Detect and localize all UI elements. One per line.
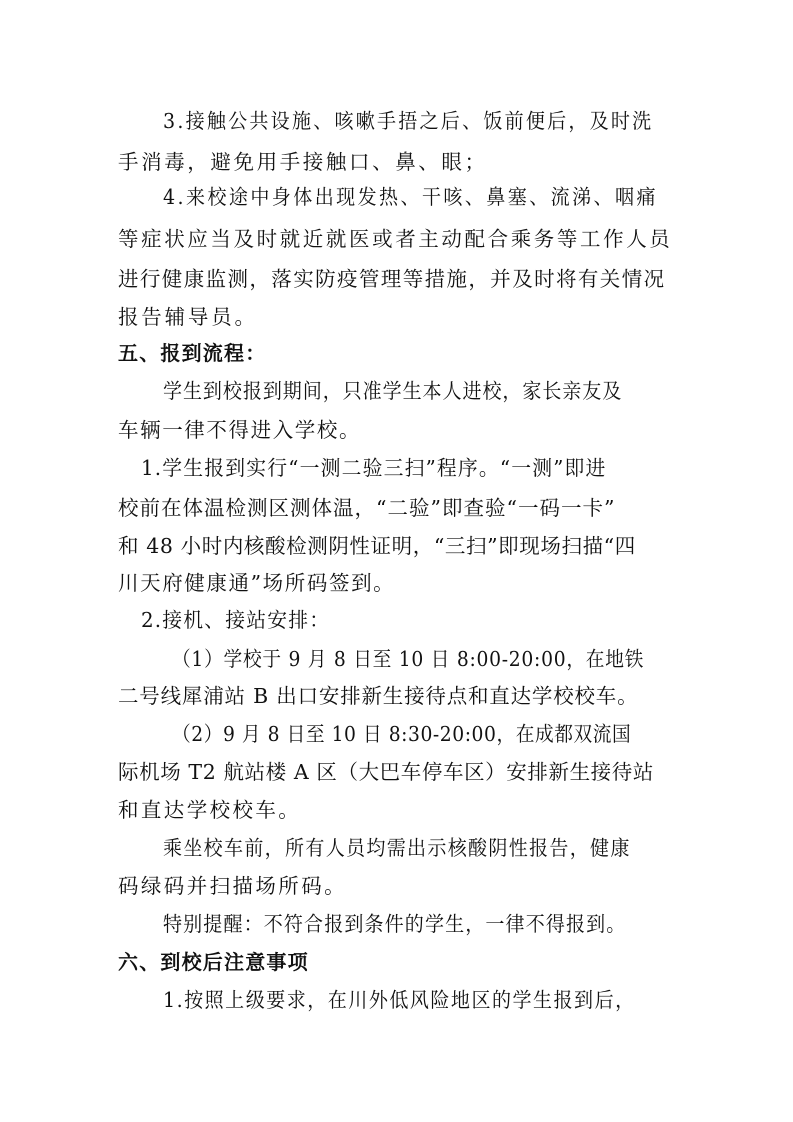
paragraph-line: 车辆一律不得进入学校。 — [118, 418, 362, 442]
paragraph-line: 码绿码并扫描场所码。 — [118, 874, 347, 898]
paragraph-line: 和 48 小时内核酸检测阴性证明，“三扫”即现场扫描“四 — [118, 534, 636, 558]
paragraph-line: 等症状应当及时就近就医或者主动配合乘务等工作人员 — [118, 227, 673, 251]
paragraph-line: 乘坐校车前，所有人员均需出示核酸阴性报告，健康 — [163, 836, 631, 860]
paragraph-line: 校前在体温检测区测体温，“二验”即查验“一码一卡” — [118, 496, 616, 520]
paragraph-line: 学生到校报到期间，只准学生本人进校，家长亲友及 — [163, 379, 623, 403]
paragraph-line: （2）9 月 8 日至 10 日 8:30-20:00，在成都双流国 — [172, 722, 632, 746]
paragraph-line: 4.来校途中身体出现发热、干咳、鼻塞、流涕、咽痛 — [163, 185, 658, 209]
paragraph-line: （1）学校于 9 月 8 日至 10 日 8:00-20:00，在地铁 — [172, 647, 645, 671]
paragraph-line: 2.接机、接站安排： — [141, 608, 331, 632]
paragraph-line: 1.按照上级要求，在川外低风险地区的学生报到后， — [163, 988, 636, 1012]
paragraph-line: 手消毒，避免用手接触口、鼻、眼； — [118, 150, 488, 174]
section-heading: 六、到校后注意事项 — [118, 950, 309, 974]
paragraph-line: 特别提醒：不符合报到条件的学生，一律不得报到。 — [163, 912, 627, 936]
section-heading: 五、报到流程： — [118, 341, 267, 365]
paragraph-line: 际机场 T2 航站楼 A 区（大巴车停车区）安排新生接待站 — [118, 760, 654, 784]
paragraph-line: 3.接触公共设施、咳嗽手捂之后、饭前便后，及时洗 — [163, 109, 654, 133]
paragraph-line: 川天府健康通”场所码签到。 — [118, 571, 396, 595]
paragraph-line: 1.学生报到实行“一测二验三扫”程序。“一测”即进 — [141, 456, 607, 480]
paragraph-line: 进行健康监测，落实防疫管理等措施，并及时将有关情况 — [118, 267, 666, 291]
paragraph-line: 报告辅导员。 — [118, 305, 258, 329]
paragraph-line: 二号线犀浦站 B 出口安排新生接待点和直达学校校车。 — [118, 684, 639, 708]
paragraph-line: 和直达学校校车。 — [118, 798, 302, 822]
